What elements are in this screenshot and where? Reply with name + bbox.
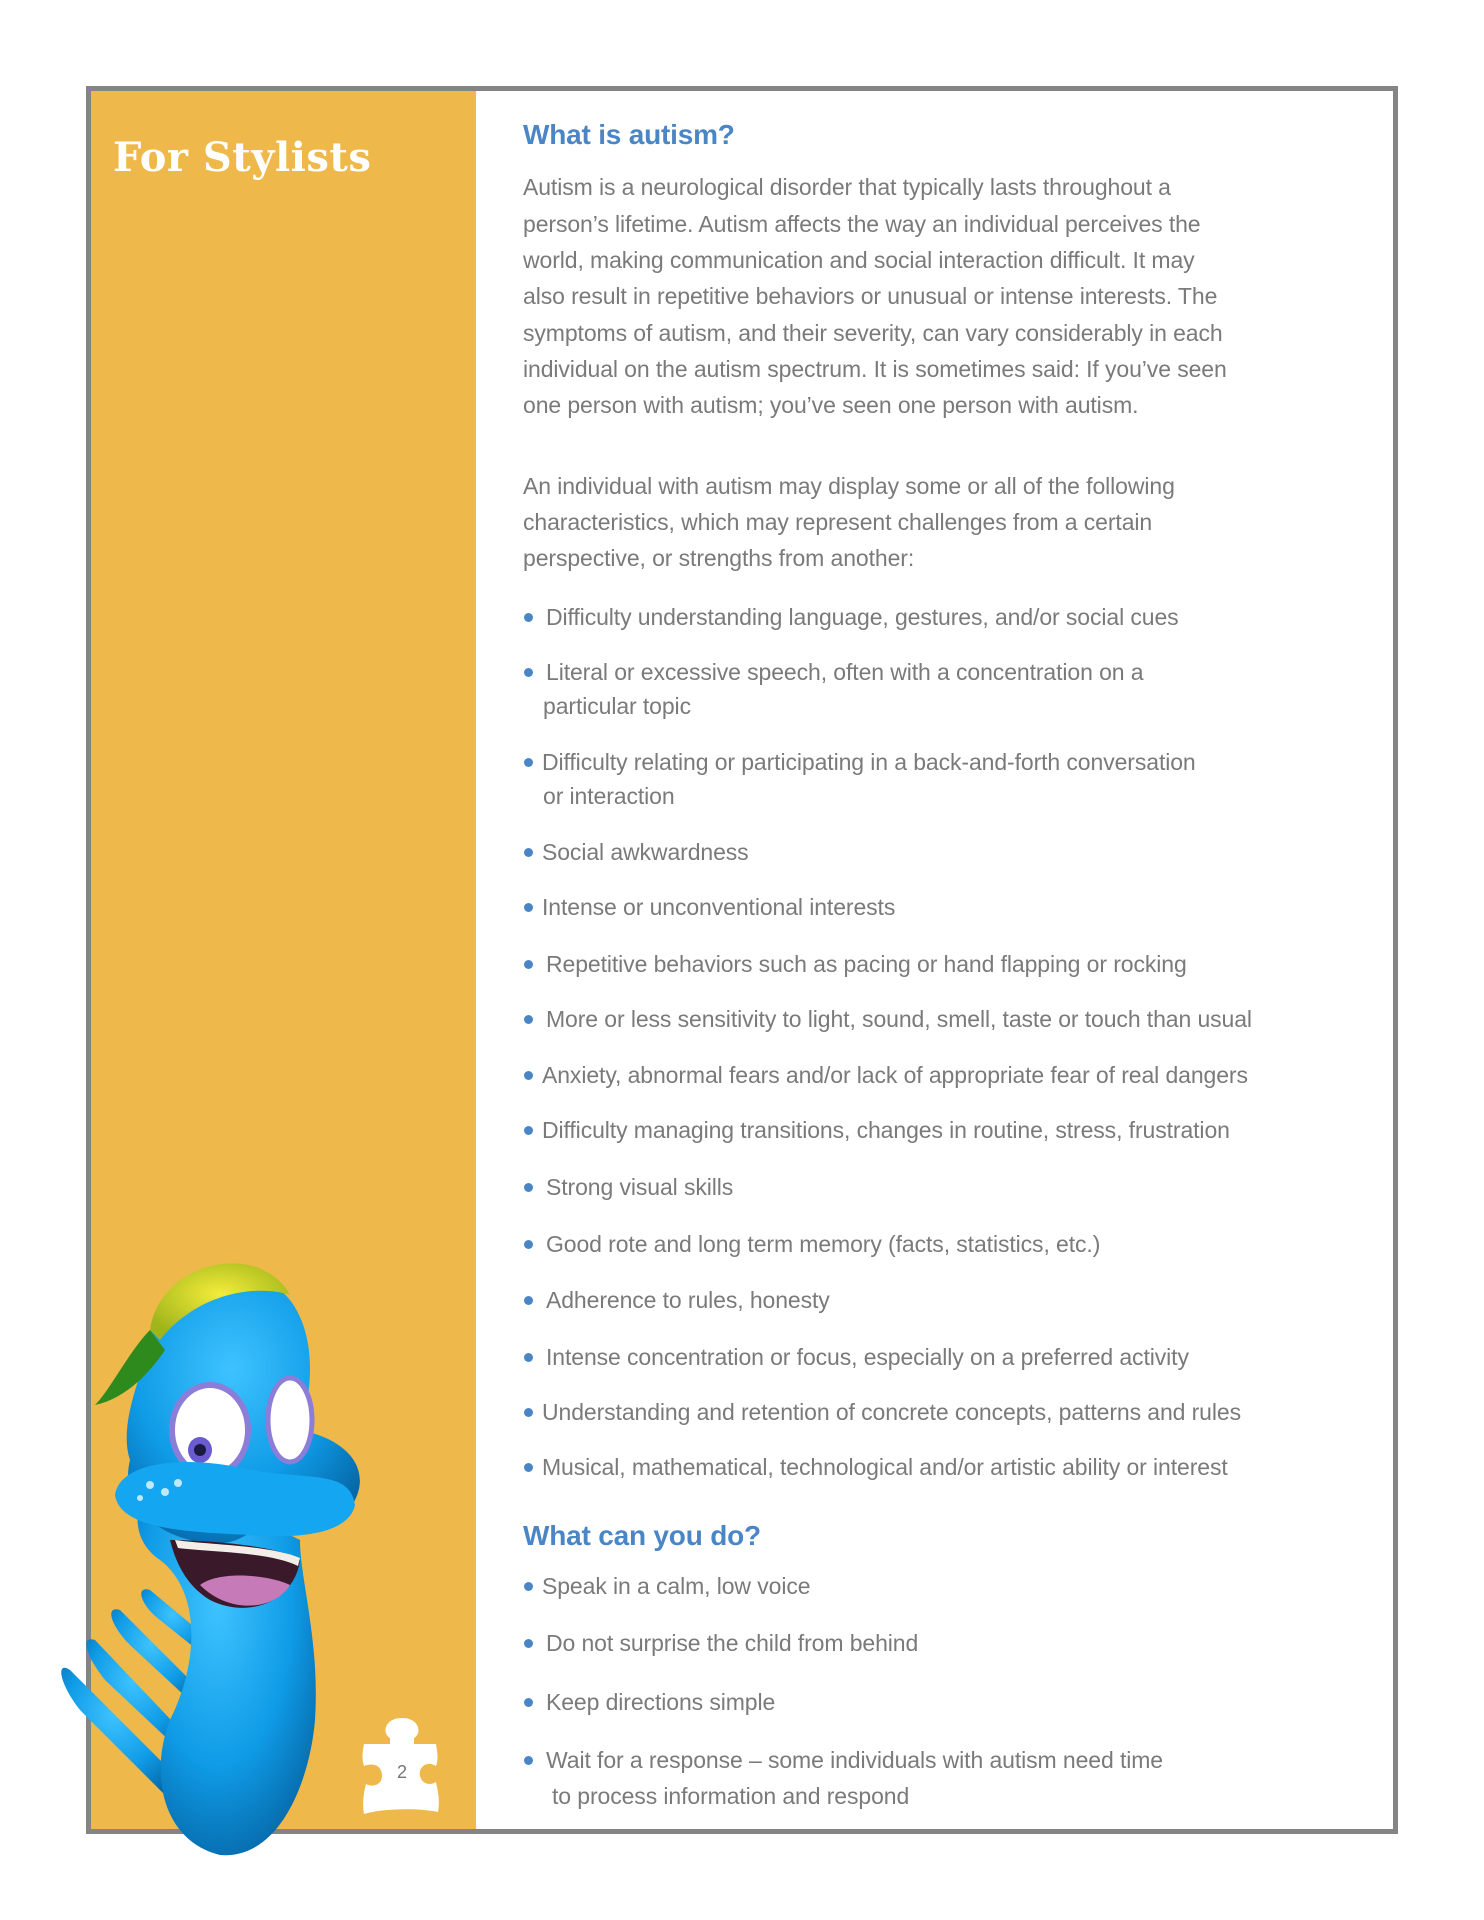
bullet-icon bbox=[524, 613, 533, 622]
list-item-text: Wait for a response – some individuals with autism need time bbox=[546, 1747, 1163, 1773]
list-item-text: Repetitive behaviors such as pacing or hand flapping or rocking bbox=[546, 951, 1187, 977]
list-item bbox=[524, 1343, 1189, 1371]
list-item-text: Understanding and retention of concrete concepts, patterns and rules bbox=[542, 1399, 1241, 1425]
list-item bbox=[524, 1286, 830, 1314]
bullet-icon bbox=[524, 668, 533, 677]
list-item bbox=[524, 1746, 1163, 1774]
bullet-icon bbox=[524, 1183, 533, 1192]
paragraph-line: An individual with autism may display some or all of the following bbox=[523, 473, 1175, 499]
bullet-icon bbox=[524, 960, 533, 969]
list-item bbox=[524, 893, 895, 921]
bullet-icon bbox=[524, 903, 533, 912]
list-item bbox=[524, 1572, 810, 1600]
list-item-text: More or less sensitivity to light, sound, smell, taste or touch than usual bbox=[546, 1006, 1252, 1032]
list-item-text: Musical, mathematical, technological and/or artistic ability or interest bbox=[542, 1454, 1228, 1480]
page-number: 2 bbox=[396, 1762, 407, 1782]
bullet-icon bbox=[524, 1240, 533, 1249]
list-item-text: Intense concentration or focus, especially on a preferred activity bbox=[546, 1344, 1189, 1370]
list-item bbox=[524, 748, 1196, 776]
bullet-icon bbox=[524, 1756, 533, 1765]
paragraph-line: Autism is a neurological disorder that typically lasts throughout a bbox=[523, 174, 1171, 200]
list-item-continuation: particular topic bbox=[543, 693, 691, 719]
list-item-text: Strong visual skills bbox=[546, 1174, 734, 1200]
bullet-icon bbox=[524, 1408, 533, 1417]
bullet-icon bbox=[524, 1296, 533, 1305]
list-item-continuation: to process information and respond bbox=[552, 1783, 910, 1809]
list-item-continuation: or interaction bbox=[543, 783, 675, 809]
list-item bbox=[524, 1230, 1100, 1258]
list-item-text: Difficulty managing transitions, changes in routine, stress, frustration bbox=[542, 1117, 1230, 1143]
list-item bbox=[524, 1398, 1241, 1426]
bullet-icon bbox=[524, 1071, 533, 1080]
bullet-icon bbox=[524, 758, 533, 767]
list-item bbox=[524, 1116, 1230, 1144]
bullet-icon bbox=[524, 1582, 533, 1591]
list-item bbox=[524, 1061, 1248, 1089]
list-item bbox=[524, 1453, 1228, 1481]
paragraph-line: world, making communication and social interaction difficult. It may bbox=[523, 247, 1195, 273]
bullet-icon bbox=[524, 1353, 533, 1362]
list-item bbox=[524, 1688, 775, 1716]
paragraph-line: one person with autism; you’ve seen one person with autism. bbox=[523, 392, 1139, 418]
paragraph-line: person’s lifetime. Autism affects the way an individual perceives the bbox=[523, 211, 1201, 237]
bullet-icon bbox=[524, 1126, 533, 1135]
list-item-text: Social awkwardness bbox=[542, 839, 749, 865]
list-item bbox=[524, 838, 749, 866]
list-item-text: Do not surprise the child from behind bbox=[546, 1630, 919, 1656]
list-item bbox=[524, 658, 1143, 686]
list-item-text: Good rote and long term memory (facts, statistics, etc.) bbox=[546, 1231, 1101, 1257]
list-item-text: Difficulty understanding language, gestures, and/or social cues bbox=[546, 604, 1179, 630]
paragraph-line: characteristics, which may represent challenges from a certain bbox=[523, 509, 1153, 535]
paragraph-line: individual on the autism spectrum. It is sometimes said: If you’ve seen bbox=[523, 356, 1227, 382]
list-item bbox=[524, 1629, 918, 1657]
heading-what-can-you-do: What can you do? bbox=[523, 1520, 761, 1551]
heading-what-is-autism: What is autism? bbox=[523, 119, 735, 150]
mascot-icon bbox=[50, 1240, 410, 1860]
bullet-icon bbox=[524, 1015, 533, 1024]
list-item bbox=[524, 1173, 733, 1201]
paragraph-line: perspective, or strengths from another: bbox=[523, 545, 915, 571]
bullet-icon bbox=[524, 1698, 533, 1707]
list-item bbox=[524, 603, 1179, 631]
list-item bbox=[524, 1005, 1252, 1033]
paragraph-line: symptoms of autism, and their severity, can vary considerably in each bbox=[523, 320, 1223, 346]
list-item-text: Difficulty relating or participating in a back-and-forth conversation bbox=[542, 749, 1196, 775]
list-item-text: Intense or unconventional interests bbox=[542, 894, 896, 920]
sidebar-title: For Stylists bbox=[113, 134, 372, 181]
list-item-text: Keep directions simple bbox=[546, 1689, 776, 1715]
list-item-text: Literal or excessive speech, often with a concentration on a bbox=[546, 659, 1144, 685]
list-item-text: Adherence to rules, honesty bbox=[546, 1287, 830, 1313]
bullet-icon bbox=[524, 1463, 533, 1472]
list-item bbox=[524, 950, 1187, 978]
paragraph-line: also result in repetitive behaviors or unusual or intense interests. The bbox=[523, 283, 1218, 309]
bullet-icon bbox=[524, 848, 533, 857]
bullet-icon bbox=[524, 1639, 533, 1648]
list-item-text: Speak in a calm, low voice bbox=[542, 1573, 811, 1599]
list-item-text: Anxiety, abnormal fears and/or lack of appropriate fear of real dangers bbox=[542, 1062, 1248, 1088]
